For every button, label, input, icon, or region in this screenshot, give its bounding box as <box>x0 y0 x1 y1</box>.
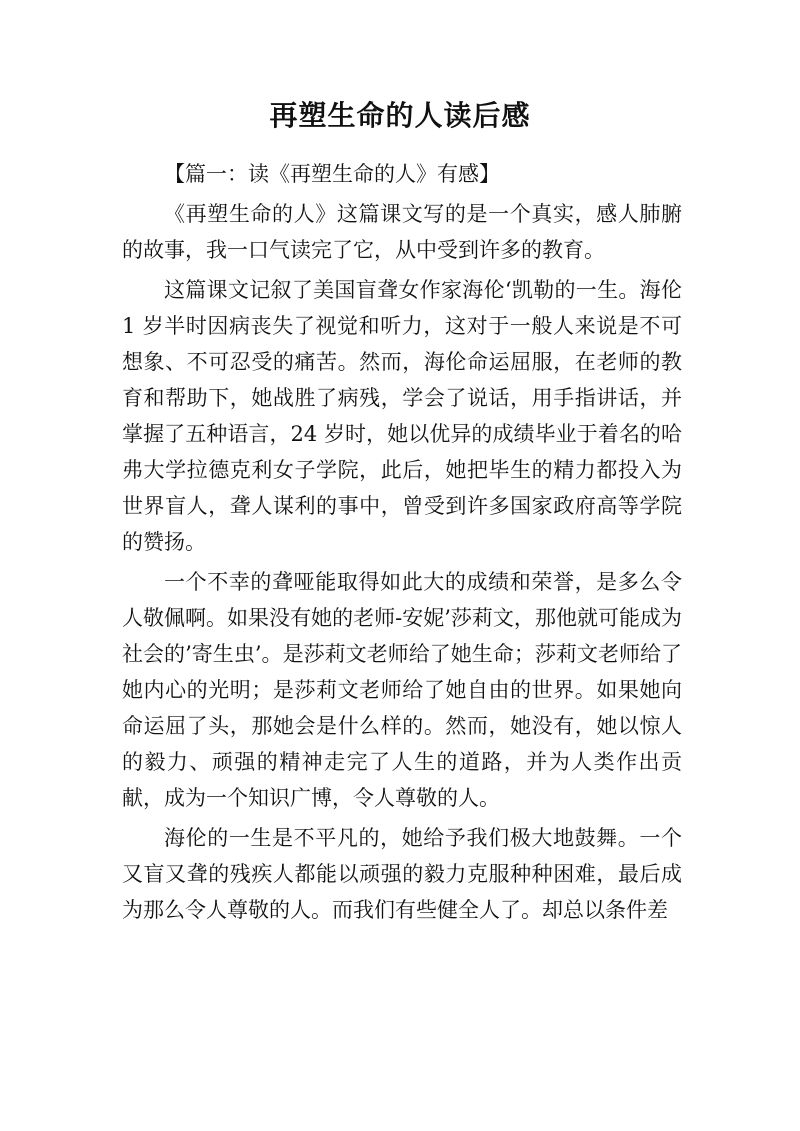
document-title: 再塑生命的人读后感 <box>269 99 531 132</box>
paragraph-4: 海伦的一生是不平凡的，她给予我们极大地鼓舞。一个又盲又聋的残疾人都能以顽强的毅力克服种种困难，最后成为那么令人尊敬的人。而我们有些健全人了。却总以条件差 <box>122 826 682 922</box>
paragraph-1: 《再塑生命的人》这篇课文写的是一个真实，感人肺腑的故事，我一口气读完了它，从中受到许多的教育。 <box>122 202 682 262</box>
section-heading: 【篇一：读《再塑生命的人》有感】 <box>164 162 500 186</box>
paragraph-2: 这篇课文记叙了美国盲聋女作家海伦‘凯勒的一生。海伦 1 岁半时因病丧失了视觉和听力，这对于一般人来说是不可想象、不可忍受的痛苦。然而，海伦命运屈服，在老师的教育和帮助下，她战胜了病残，学会了说话，用手指讲话，并掌握了五种语言，24 岁时，她以优异的成绩毕业于着名的哈弗大学拉德克利女子学院，此后，她把毕生的精力都投入为世界盲人，聋人谋利的事中，曾受到许多国家政府高等学院的赞扬。 <box>122 278 682 554</box>
paragraph-3: 一个不幸的聋哑能取得如此大的成绩和荣誉，是多么令人敬佩啊。如果没有她的老师-安妮’莎莉文，那他就可能成为社会的’寄生虫’。是莎莉文老师给了她生命；莎莉文老师给了她内心的光明；是莎莉文老师给了她自由的世界。如果她向命运屈了头，那她会是什么样的。然而，她没有，她以惊人的毅力、顽强的精神走完了人生的道路，并为人类作出贡献，成为一个知识广博，令人尊敬的人。 <box>122 570 682 810</box>
document-body <box>122 156 682 928</box>
